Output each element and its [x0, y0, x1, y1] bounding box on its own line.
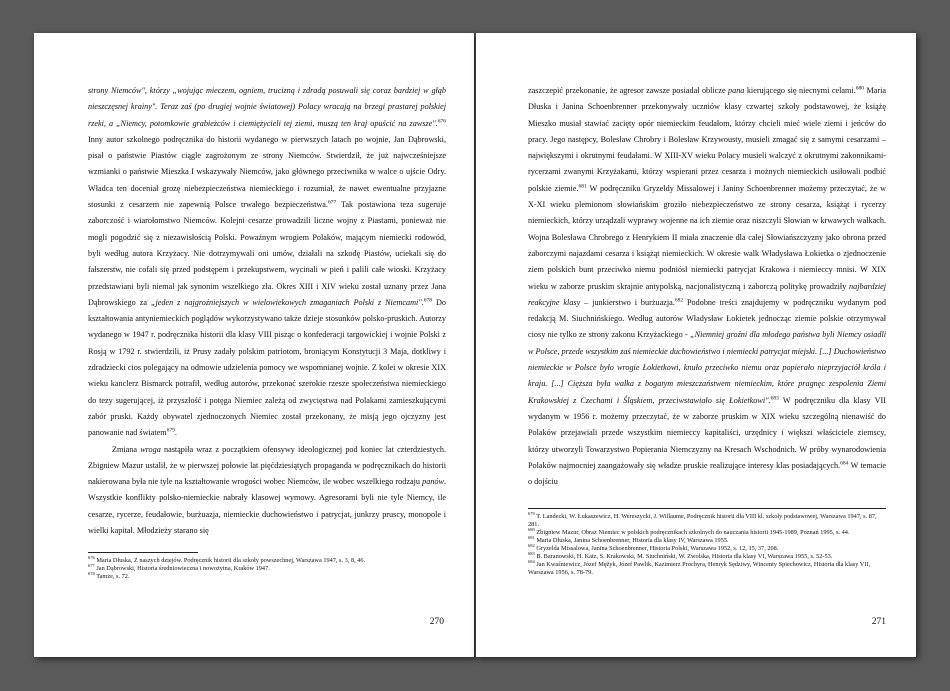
text-run: Maria Dłuska i Janina Schoenbrenner przekonywały uczniów klasy czwartej szkoły podstawowej, że książę Mieszko musiał stawiać zacięty opór niemieckim feudałom, którzy chcieli mieć wiele ziemi i jeńców do pracy. Jego następcy, Bolesław Chrobry i Bolesław Krzywousty, musieli zmagać się z samymi cesarzami – największymi i okrutnymi feudałami. W XIII-XV wieku Polacy musieli walczyć z okrutnymi zakonnikami-rycerzami zwanymi Krzyżakami, którzy wspierani przez cesarza i możnych niemieckich usiłowali podbić polskie ziemie. [528, 86, 886, 193]
text-run: nastąpiła wraz z początkiem ofensywy ideologicznej pod koniec lat czterdziestych. Zbigniew Mazur ustalił, że w pierwszej połowie lat pięćdziesiątych propaganda w podręcznikach do historii nakierowana była nie tyle na kształtowanie wrogości wobec Niemców, ile wobec wszelkiego rodzaju [88, 444, 446, 487]
text-run: Tak postawiona teza sugeruje zaborczość i wiarołomstwo Niemców. Kolejni cesarze prowadzili liczne wojny z Piastami, ponieważ nie mogli pogodzić się z niezawisłością Polski. Poważnym wrogiem Polaków, mającym niemiecki rodowód, byli według autora Krzyżacy. Nie dotrzymywali oni umów, działali na szkodę Piastów, uciekali się do fałszerstw, nie cofali się przed podstępem i przekupstwem, wycinali w pień i palili całe wioski. Krzyżacy przedstawiani byli niemal jak synonim wszelkiego zła. Okres XIII i XIV wieku został uznany przez Jana Dąbrowskiego za [88, 200, 446, 307]
footnote-text: T. Landecki, W. Łukaszewicz, H. Wereszycki, J. Willaume, Podręcznik historii dla VIII kl. szkoły podstawowej, Warszawa 1947, s. 87, 281. [528, 513, 877, 528]
footnote-text: B. Baranowski, H. Katz, S. Krakowski, M. Siuchniński, W. Zwolska, Historia dla klasy VI, Warszawa 1955, s. 52-53. [536, 553, 833, 560]
left-page-body-text [88, 83, 446, 539]
footnote-text: Maria Dłuska, Z naszych dziejów. Podręcznik historii dla szkoły powszechnej, Warszawa 1947, s. 3, 8, 46. [96, 557, 366, 564]
footnote-number: 682 [528, 542, 535, 548]
text-run: najbardziej reakcyjne klasy [528, 281, 887, 307]
footnote [528, 534, 886, 545]
footnote-number: 676 [88, 554, 95, 560]
footnote-text: Gryzelda Missalowa, Janina Schoenbrenner, Historia Polski, Warszawa 1952, s. 12, 15, 37, 208. [536, 545, 779, 552]
text-run: W temacie o dojściu [528, 460, 886, 487]
text-run: W podręczniku dla klasy VII wydanym w 1956 r. możemy przeczytać, że w zaborze pruskim w XIX wieku szczególną nienawiść do Polaków przejawiali przede wszystkim niemieccy kapitaliści, urzędnicy i większi właściciele ziemscy, którzy utworzyli Towarzystwo Popierania Niemczyzny na Kresach Wschodnich. W próby wynarodowienia Polaków najmocniej zaangażowały się władze pruskie realizujące interesy klas posiadających. [528, 395, 886, 470]
right-page-body-text [528, 83, 886, 490]
footnote-text: Maria Dłuska, Janina Schoenbrenner, Historia dla klasy IV, Warszawa 1955. [536, 537, 729, 544]
page-number: 270 [429, 617, 444, 627]
paragraph: strony Niemców", którzy „wojując mieczem, ogniem, trucizną i zdradą posuwali się coraz bardziej w głąb nieszczęsnej krainy". Teraz zaś (po drugiej wojnie światowej) Polacy wracają na brzegi prastarej polskiej rzeki, a „Niemcy, potomkowie grabieżców i ciemiężycieli tej ziemi, muszą ten kraj opuścić na zawsze".$^{676}$ Inny autor szkolnego podręcznika do historii wydanego w pierwszych latach po wojnie, Jan Dąbrowski, pisał o państwie Piastów ciągle zagrożonym ze strony Niemców. Stwierdził, że już najwcześniejsze wzmianki o państwie Mieszka I wskazywały Niemców, jako głównego przeciwnika w walce o ujście Odry. Władca ten doceniał grozę niebezpieczeństwa niemieckiego i rozumiał, że nawet ewentualne przyjazne stosunki z cesarzem nie zapewnią Polsce trwałego bezpieczeństwa.$^{677}$ Tak postawiona teza sugeruje zaborczość i wiarołomstwo Niemców. Kolejni cesarze prowadzili liczne wojny z Piastami, ponieważ nie mogli pogodzić się z niezawisłością Polski. Poważnym wrogiem Polaków, mającym niemiecki rodowód, byli według autora Krzyżacy. Nie dotrzymywali oni umów, działali na szkodę Piastów, uciekali się do fałszerstw, nie cofali się przed podstępem i przekupstwem, wycinali w pień i palili całe wioski. Krzyżacy przedstawiani byli niemal jak synonim wszelkiego zła. Okres XIII i XIV wieku został uznany przez Jana Dąbrowskiego za „jeden z najgroźniejszych w wielowiekowych zmaganiach Polski z Niemcami".$^{678}$ Do kształtowania antyniemieckich poglądów wykorzystywano także dzieje stosunków polsko-pruskich. Autorzy wydanego w 1947 r. podręcznika historii dla klasy VIII pisząc o konfederacji targowickiej i wojnie Polski z Rosją w 1792 r. stwierdzili, iż Prusy zadały polskim patriotom, broniącym Konstytucji 3 Maja, dotkliwy i zdradziecki cios polegający na odmowie udzielenia pomocy we wspomnianej wojnie. Z kolei w okresie XIX wieku kanclerz Bismarck potrafił, według autorów, przekonać szerokie rzesze społeczeństwa niemieckiego do tezy sugerującej, iż przyszłość i potęga Niemiec zależą od zwycięstwa nad Polakami zamieszkującymi zabór pruski. Każdy obywatel zjednoczonych Niemiec został przekonany, że misją jego ojczyzny jest panowanie nad światem$^{679}$. [88, 86, 446, 438]
footnote-ref: 678 [423, 297, 433, 304]
text-run: . Wszystkie konflikty polsko-niemieckie nabrały klasowej wymowy. Agresorami byli nie tyle Niemcy, ile cesarze, rycerze, feudałowie, burżuazja, niemieckie duchowieństwo i patrycjat, junkrzy pruscy, monopole i wielki kapitał. Młodzieży starano się [88, 477, 447, 536]
footnote [528, 542, 886, 553]
footnote-ref: 683 [770, 394, 779, 401]
text-run: Zmiana [112, 444, 138, 454]
text-run: pana [728, 86, 745, 95]
footnote-separator [88, 552, 198, 553]
text-run: „jeden z najgroźniejszych w wielowiekowych zmaganiach Polski z Niemcami". [150, 297, 424, 307]
text-run: kierującego się niecnymi celami. [746, 86, 856, 95]
footnote-ref: 680 [855, 85, 864, 92]
footnote [88, 570, 446, 581]
footnote-separator [528, 508, 886, 509]
right-footnotes [528, 510, 886, 577]
text-run: strony Niemców", którzy „wojując mieczem, ogniem, trucizną i zdradą posuwali się coraz bardziej w głąb nieszczęsnej krainy". Teraz zaś (po drugiej wojnie światowej) Polacy wracają na brzegi prastarej polskiej rzeki, a „Niemcy, potomkowie grabieżców i ciemiężycieli tej ziemi, muszą ten kraj opuścić na zawsze". [88, 86, 446, 128]
footnote [88, 562, 446, 573]
footnote-text: Zbigniew Mazur, Obraz Niemiec w polskich podręcznikach szkolnych do nauczania historii 1945-1989, Poznań 1995, s. 44. [536, 529, 850, 536]
footnote [528, 558, 886, 577]
left-footnotes [88, 554, 446, 581]
footnote-ref: 682 [674, 297, 684, 304]
footnote-ref: 676 [437, 117, 446, 124]
footnote-text: Jan Kwaśniewicz, Józef Męžyk, Józef Pawlik, Kazimierz Prochyra, Henryk Sędziwy, Wincenty Spiechowicz, Historia dla klasy VII, Warszawa 1956, s. 78-79. [528, 561, 871, 576]
text-run: Inny autor szkolnego podręcznika do historii wydanego w pierwszych latach po wojnie, Jan Dąbrowski, pisał o państwie Piastów ciągle zagrożonym ze strony Niemców. Stwierdził, że już najwcześniejsze wzmianki o państwie Mieszka I wskazywały Niemców, jako głównego przeciwnika w walce o ujście Odry. Władca ten doceniał grozę niebezpieczeństwa niemieckiego i rozumiał, że nawet ewentualne przyjazne stosunki z cesarzem nie zapewnią Polsce trwałego bezpieczeństwa. [88, 134, 446, 210]
footnote-number: 678 [88, 570, 95, 576]
footnote-text: Tamże, s. 72. [96, 573, 130, 580]
footnote [88, 554, 446, 565]
paragraph [528, 83, 886, 490]
footnote-number: 679 [528, 510, 535, 516]
footnote-ref: 681 [578, 183, 587, 190]
footnote-number: 684 [528, 558, 535, 564]
footnote [528, 550, 886, 561]
footnote-number: 677 [88, 562, 95, 568]
text-run: wroga [140, 444, 161, 454]
footnote-number: 680 [528, 526, 535, 532]
footnote-ref: 684 [840, 460, 849, 467]
text-run: panów [422, 477, 444, 487]
paragraph [88, 442, 446, 540]
footnote [528, 526, 886, 537]
right-page [476, 33, 916, 657]
footnote-number: 683 [528, 550, 535, 556]
text-run: Do kształtowania antyniemieckich poglądów wykorzystywano także dzieje stosunków polsko-pruskich. Autorzy wydanego w 1947 r. podręcznika historii dla klasy VIII pisząc o konfederacji targowickiej i wojnie Polski z Rosją w 1792 r. stwierdzili, iż Prusy zadały polskim patriotom, broniącym Konstytucji 3 Maja, dotkliwy i zdradziecki cios polegający na odmowie udzielenia pomocy we wspomnianej wojnie. Z kolei w okresie XIX wieku kanclerz Bismarck potrafił, według autorów, przekonać szerokie rzesze społeczeństwa niemieckiego do tezy sugerującej, iż przyszłość i potęga Niemiec zależą od zwycięstwa nad Polakami zamieszkującymi zabór pruski. Każdy obywatel zjednoczonych Niemiec został przekonany, że misją jego ojczyzny jest panowanie nad światem [88, 297, 446, 438]
footnote-number: 681 [528, 534, 535, 540]
text-run: – junkierstwo i burżuazja. [584, 297, 675, 307]
footnote-text: Jan Dąbrowski, Historia średniowieczna i nowożytna, Kraków 1947. [96, 565, 270, 572]
footnote-ref: 679 [166, 427, 175, 434]
text-run: W podręczniku Gryzeldy Missalowej i Janiny Schoenbrenner możemy przeczytać, że w X-XI wieku plemionom słowiańskim groziło niebezpieczeństwo ze strony cesarza, książąt i rycerzy niemieckich, którzy urządzali wyprawy wojenne na ich ziemie oraz niszczyli Słowian w krwawych walkach. Wojna Bolesława Chrobrego z Henrykiem II miała znaczenie dla całej Słowiańszczyzny jako obrona przed zaborczymi najazdami cesarza i książąt niemieckich. W okresie walk Władysława Łokietka o zjednoczenie ziem polskich bunt przeciwko niemu podniósł niemiecki patrycjat Krakowa i niemieccy mnisi. W XIX wieku w zaborze pruskim skrajnie antypolską, nacjonalistyczną i zaborczą politykę prowadziły [528, 183, 886, 291]
text-run: „Niemniej groźni dla młodego państwa byli Niemcy osiadli w Polsce, przede wszystkim zaś niemieckie duchowieństwo i niemiecki patrycjat miejski. [...] Duchowieństwo niemieckie w Polsce było wrogie Łokietkowi, knuło przeciwko niemu oraz popierało nieprzyjaciół króla i kraju. [...] Cięższa była walka z bogatym mieszczaństwem niemieckim, które pragnęc zespolenia Ziemi Krakowskiej z Czechami i Śląskiem, przeciwstawiało się Łokietkowi". [528, 330, 886, 405]
page-number: 271 [871, 617, 886, 627]
text-run: zaszczepić przekonanie, że agresor zawsze posiadał oblicze [528, 86, 726, 95]
text-run: Podobne treści znajdujemy w podręczniku wydanym pod redakcją M. Siuchnińskiego. Według autorów Władysław Łokietek jednocząc ziemie polskie otrzymywał ciosy nie tylko ze strony zakonu Krzyżackiego - [528, 297, 886, 340]
left-page [34, 33, 474, 657]
footnote [528, 510, 886, 529]
footnote-ref: 677 [327, 199, 337, 206]
